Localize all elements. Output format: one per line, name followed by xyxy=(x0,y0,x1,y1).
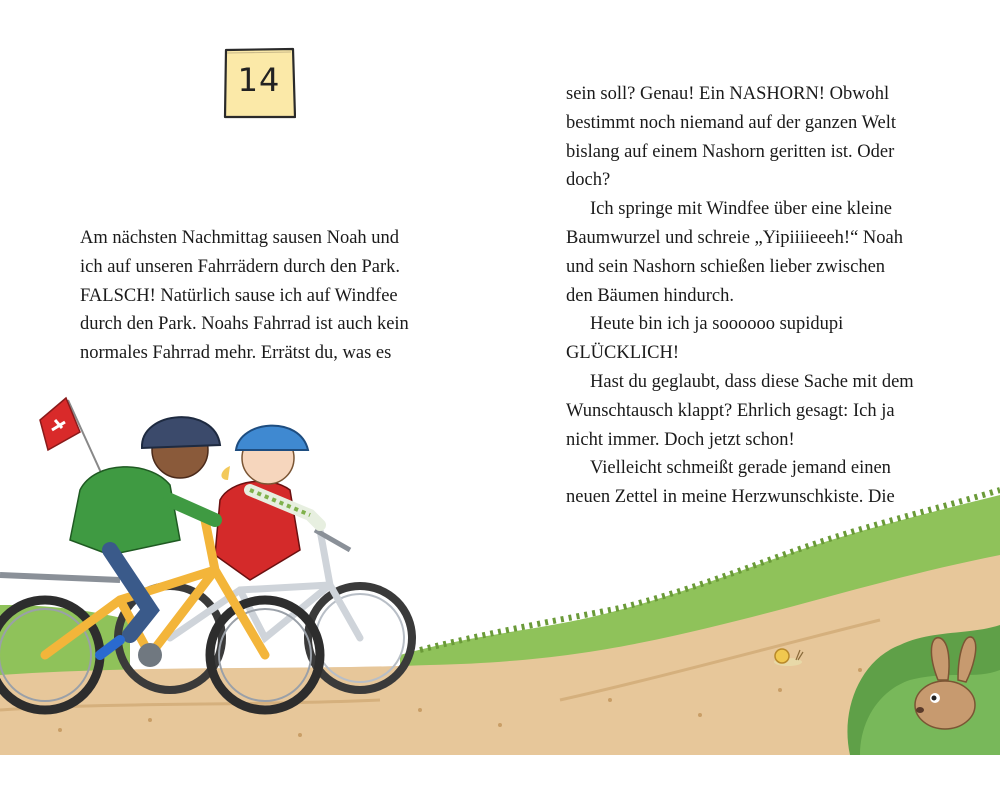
text-line: Vielleicht schmeißt gerade jemand einen xyxy=(590,458,891,479)
text-line: den Bäumen hindurch. xyxy=(566,285,734,306)
text-line: GLÜCKLICH! xyxy=(566,343,680,364)
chapter-number-box xyxy=(222,47,296,119)
text-line: sein soll? Genau! Ein NASHORN! Obwohl xyxy=(566,84,890,104)
text-line: Hast du geglaubt, dass diese Sache mit dem xyxy=(590,371,914,392)
chapter-number: 14 xyxy=(237,61,281,99)
text-line: bislang auf einem Nashorn geritten ist. Oder xyxy=(566,141,895,162)
text-line: ich auf unseren Fahrrädern durch den Park. xyxy=(80,256,401,277)
text-line: Heute bin ich ja soooooo supidupi xyxy=(590,314,844,335)
text-line: neuen Zettel in meine Herzwunschkiste. Die xyxy=(566,487,895,508)
text-line: Ich springe mit Windfee über eine kleine xyxy=(590,199,892,220)
text-line: FALSCH! Natürlich sause ich auf Windfee xyxy=(80,285,398,306)
text-line: normales Fahrrad mehr. Errätst du, was es xyxy=(80,343,392,364)
text-line: nicht immer. Doch jetzt schon! xyxy=(566,429,795,450)
bike-ride-illustration xyxy=(0,380,1000,755)
left-page-text xyxy=(80,224,440,368)
text-line: doch? xyxy=(566,170,611,191)
text-line: und sein Nashorn schießen lieber zwischen xyxy=(566,256,886,277)
text-line: Baumwurzel und schreie „Yipiiiieeeh!“ Noah xyxy=(566,227,903,248)
text-line: bestimmt noch niemand auf der ganzen Welt xyxy=(566,112,897,133)
text-line: Wunschtausch klappt? Ehrlich gesagt: Ich ja xyxy=(566,400,895,421)
text-line: Am nächsten Nachmittag sausen Noah und xyxy=(80,228,400,248)
text-line: durch den Park. Noahs Fahrrad ist auch kein xyxy=(80,314,409,335)
